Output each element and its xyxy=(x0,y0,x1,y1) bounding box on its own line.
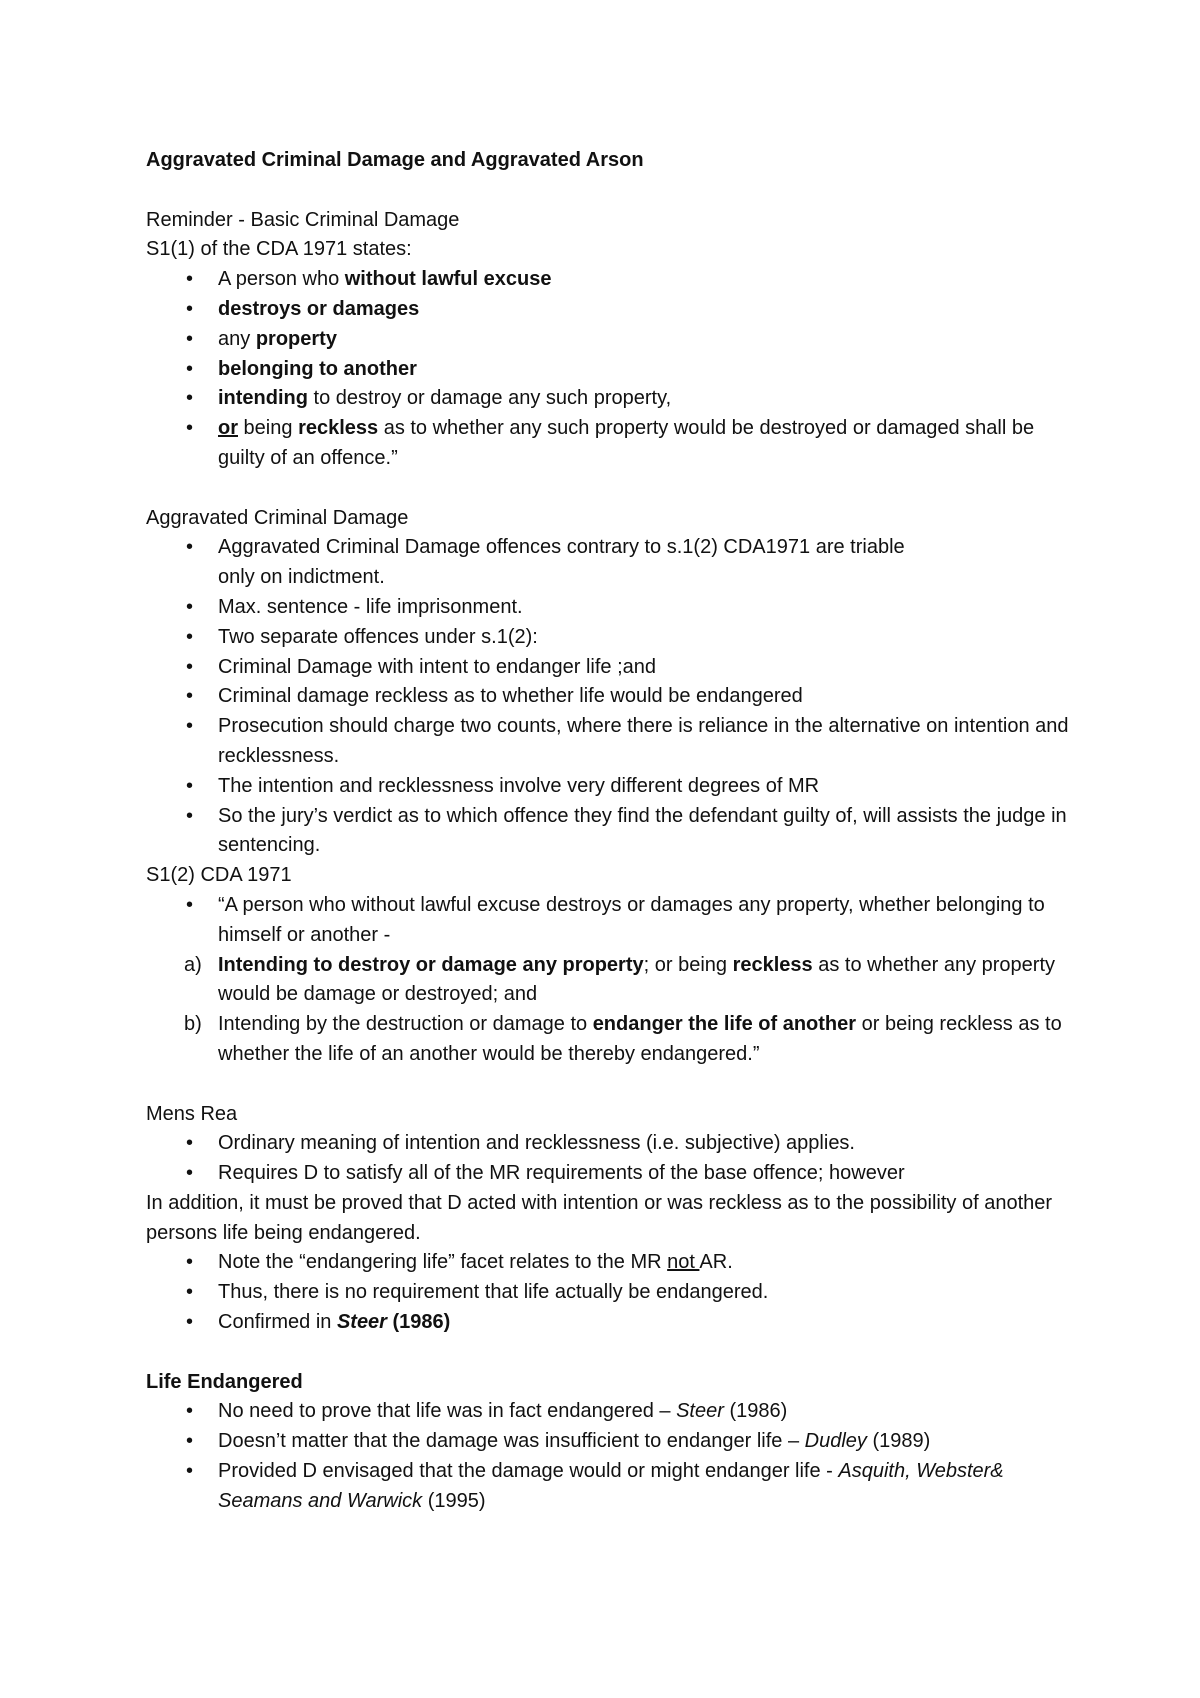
mens-rea-heading: Mens Rea xyxy=(146,1102,238,1125)
list-item: • Thus, there is no requirement that life actually be endangered. xyxy=(146,1278,1076,1308)
reminder-list xyxy=(146,265,1076,474)
spacer xyxy=(146,176,1076,206)
list-item: • destroys or damages xyxy=(146,295,1076,325)
reminder-subheading: S1(1) of the CDA 1971 states: xyxy=(146,238,412,261)
list-item: • any property xyxy=(146,325,1076,355)
list-item: • belonging to another xyxy=(146,355,1076,385)
list-item: • Requires D to satisfy all of the MR requirements of the base offence; however xyxy=(146,1159,1076,1189)
list-item: • or being reckless as to whether any such property would be destroyed or damaged shall be guilty of an offence.” xyxy=(146,414,1076,474)
list-item: • intending to destroy or damage any such property, xyxy=(146,384,1076,414)
list-item: • Note the “endangering life” facet relates to the MR not AR. xyxy=(146,1248,1076,1278)
list-item: • Aggravated Criminal Damage offences contrary to s.1(2) CDA1971 are triable only on indictment. xyxy=(146,533,1076,593)
list-item: • Criminal damage reckless as to whether life would be endangered xyxy=(146,682,1076,712)
s12-alpha-list xyxy=(146,951,1076,1070)
reminder-heading: Reminder - Basic Criminal Damage xyxy=(146,208,460,231)
list-item: • Two separate offences under s.1(2): xyxy=(146,623,1076,653)
list-item: • So the jury’s verdict as to which offence they find the defendant guilty of, will assists the judge in sentencing. xyxy=(146,802,1076,862)
list-item: a) Intending to destroy or damage any property; or being reckless as to whether any property would be damage or destroyed; and xyxy=(146,951,1076,1011)
list-item: • A person who without lawful excuse xyxy=(146,265,1076,295)
list-item: • Provided D envisaged that the damage would or might endanger life - Asquith, Webster& Seamans and Warwick (1995) xyxy=(146,1457,1076,1517)
spacer xyxy=(146,1338,1076,1368)
list-item: b) Intending by the destruction or damage to endanger the life of another or being reckless as to whether the life of an another would be thereby endangered.” xyxy=(146,1010,1076,1070)
list-item: • Criminal Damage with intent to endanger life ;and xyxy=(146,653,1076,683)
document-title: Aggravated Criminal Damage and Aggravated Arson xyxy=(146,149,644,171)
list-item: • Prosecution should charge two counts, where there is reliance in the alternative on intention and recklessness. xyxy=(146,712,1076,772)
life-endangered-heading: Life Endangered xyxy=(146,1370,303,1393)
s12-quote-list xyxy=(146,891,1076,951)
life-endangered-list xyxy=(146,1397,1076,1516)
aggravated-list xyxy=(146,533,1076,861)
mens-rea-list-2 xyxy=(146,1248,1076,1337)
spacer xyxy=(146,1070,1076,1100)
list-item: • Ordinary meaning of intention and recklessness (i.e. subjective) applies. xyxy=(146,1129,1076,1159)
list-marker: b) xyxy=(184,1013,202,1036)
list-item: • Confirmed in Steer (1986) xyxy=(146,1308,1076,1338)
list-item: • No need to prove that life was in fact endangered – Steer (1986) xyxy=(146,1397,1076,1427)
s12-heading: S1(2) CDA 1971 xyxy=(146,864,292,887)
list-item: • “A person who without lawful excuse destroys or damages any property, whether belonging to himself or another - xyxy=(146,891,1076,951)
list-item: • The intention and recklessness involve very different degrees of MR xyxy=(146,772,1076,802)
list-item: • Doesn’t matter that the damage was insufficient to endanger life – Dudley (1989) xyxy=(146,1427,1076,1457)
spacer xyxy=(146,474,1076,504)
list-item: • Max. sentence - life imprisonment. xyxy=(146,593,1076,623)
list-marker: a) xyxy=(184,953,202,976)
mens-rea-list xyxy=(146,1129,1076,1189)
mens-rea-paragraph: In addition, it must be proved that D acted with intention or was reckless as to the possibility of another persons life being endangered. xyxy=(146,1191,1053,1244)
document-page xyxy=(146,146,1076,1517)
aggravated-heading: Aggravated Criminal Damage xyxy=(146,506,409,529)
